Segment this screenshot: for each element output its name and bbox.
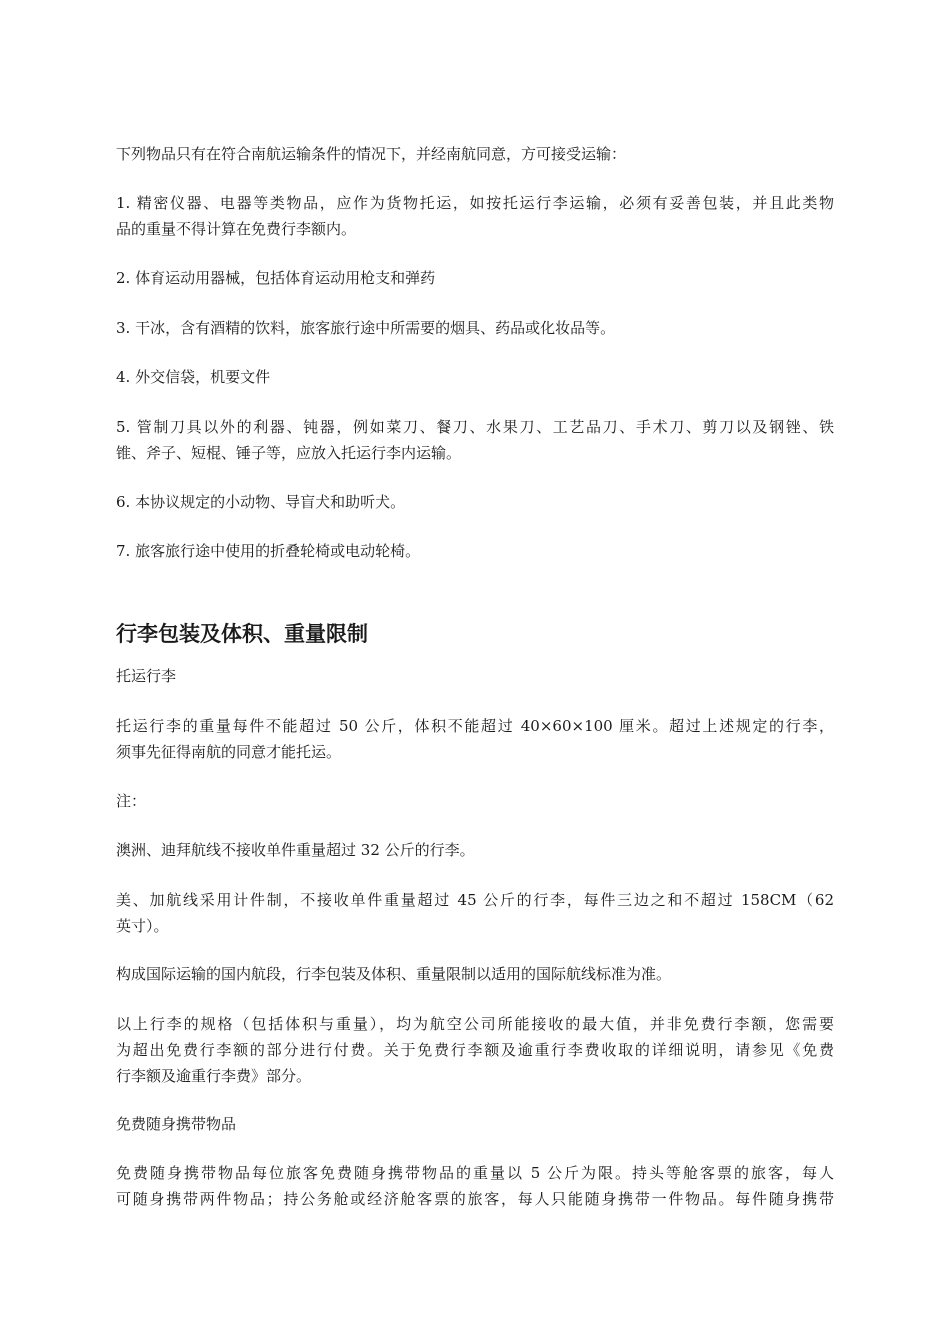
list-item-2 [116,265,834,291]
list-item-7 [116,538,834,564]
list-item-4 [116,364,834,390]
list-item-1-line-2: 品的重量不得计算在免费行李额内。 [116,220,357,238]
checked-baggage-heading [116,663,834,689]
checked-baggage-line-1: 托运行李的重量每件不能超过 50 公斤，体积不能超过 40×60×100 厘米。超过上述规定的行李， [116,717,834,735]
carry-on-heading-text: 免费随身携带物品 [116,1115,237,1133]
list-item-5 [116,414,834,466]
list-item-5-line-2: 锥、斧子、短棍、锤子等，应放入托运行李内运输。 [116,444,462,462]
note-label [116,788,834,814]
list-item-3 [116,315,834,341]
checked-baggage-paragraph [116,713,834,765]
carry-on-paragraph [116,1160,834,1212]
list-item-5-line-1: 5. 管制刀具以外的利器、钝器，例如菜刀、餐刀、水果刀、工艺品刀、手术刀、剪刀以及钢锉、铁 [116,418,834,436]
note-4-line-1: 以上行李的规格（包括体积与重量），均为航空公司所能接收的最大值，并非免费行李额，您需要 [116,1015,834,1033]
list-item-3-text: 3. 干冰，含有酒精的饮料，旅客旅行途中所需要的烟具、药品或化妆品等。 [116,319,616,337]
note-3 [116,961,834,987]
note-2-line-1: 美、加航线采用计件制，不接收单件重量超过 45 公斤的行李，每件三边之和不超过 158CM（62 [116,891,834,909]
note-2-line-2: 英寸）。 [116,917,169,935]
note-2 [116,887,834,939]
carry-on-line-1: 免费随身携带物品每位旅客免费随身携带物品的重量以 5 公斤为限。持头等舱客票的旅客，每人 [116,1164,834,1182]
note-1-text: 澳洲、迪拜航线不接收单件重量超过 32 公斤的行李。 [116,841,475,859]
note-4 [116,1011,834,1089]
list-item-6-text: 6. 本协议规定的小动物、导盲犬和助听犬。 [116,493,406,511]
list-item-1 [116,190,834,242]
note-1 [116,837,834,863]
section-title: 行李包装及体积、重量限制 [116,621,368,646]
note-4-line-3: 行李额及逾重行李费》部分。 [116,1067,312,1085]
list-item-6 [116,489,834,515]
intro-text: 下列物品只有在符合南航运输条件的情况下，并经南航同意，方可接受运输： [116,145,627,163]
intro-paragraph [116,141,834,167]
checked-baggage-line-2: 须事先征得南航的同意才能托运。 [116,743,342,761]
carry-on-line-2: 可随身携带两件物品；持公务舱或经济舱客票的旅客，每人只能随身携带一件物品。每件随身携带 [116,1190,834,1208]
list-item-2-text: 2. 体育运动用器械，包括体育运动用枪支和弹药 [116,269,436,287]
list-item-7-text: 7. 旅客旅行途中使用的折叠轮椅或电动轮椅。 [116,542,421,560]
note-label-text: 注： [116,792,147,810]
note-3-text: 构成国际运输的国内航段，行李包装及体积、重量限制以适用的国际航线标准为准。 [116,965,672,983]
list-item-4-text: 4. 外交信袋，机要文件 [116,368,271,386]
note-4-line-2: 为超出免费行李额的部分进行付费。关于免费行李额及逾重行李费收取的详细说明，请参见《免费 [116,1041,834,1059]
checked-baggage-heading-text: 托运行李 [116,667,177,685]
list-item-1-line-1: 1. 精密仪器、电器等类物品，应作为货物托运，如按托运行李运输，必须有妥善包装，并且此类物 [116,194,834,212]
carry-on-heading [116,1111,834,1137]
